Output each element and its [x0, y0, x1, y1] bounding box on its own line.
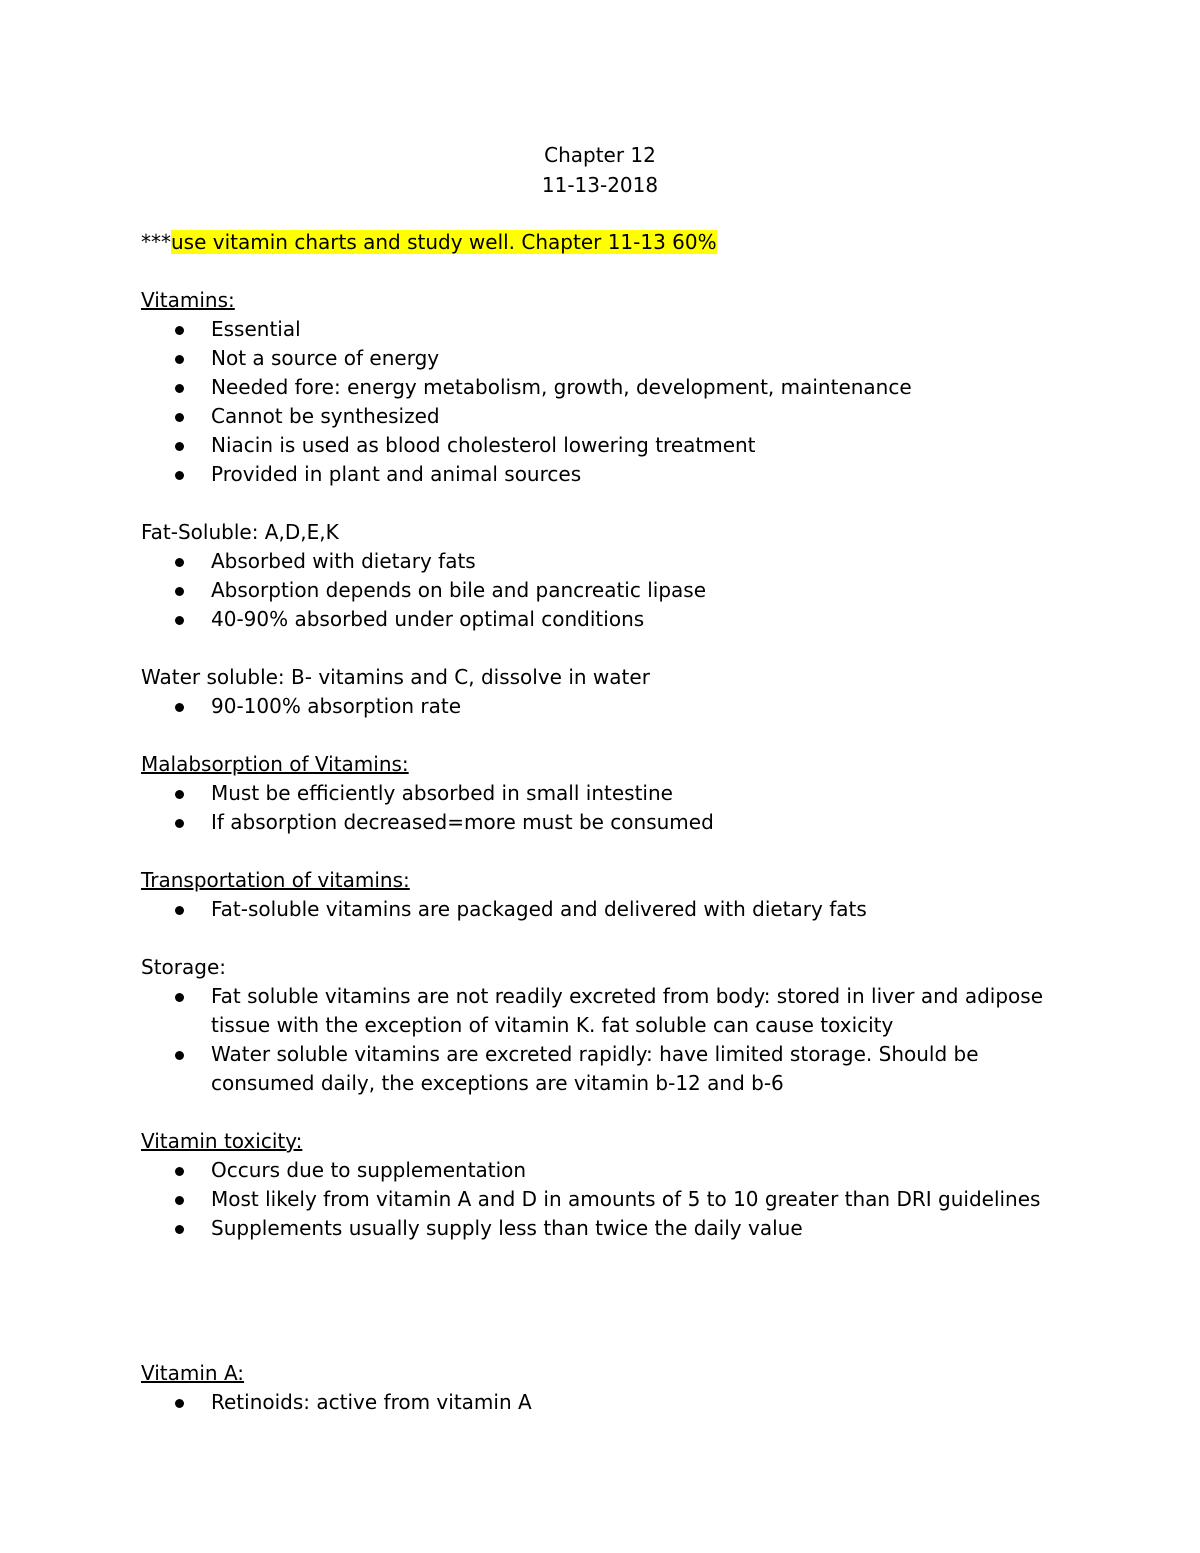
list-item — [141, 1040, 1061, 1098]
list-item-text: 90-100% absorption rate — [211, 694, 462, 718]
bullet-list — [141, 547, 1061, 634]
list-item-text: Provided in plant and animal sources — [211, 462, 582, 486]
bullet-icon — [175, 1167, 184, 1176]
list-item — [141, 1156, 1061, 1185]
section-heading: Vitamins: — [141, 288, 235, 312]
bullet-icon — [175, 616, 184, 625]
section-vitamins — [141, 286, 1061, 489]
bullet-list — [141, 779, 1061, 837]
bullet-icon — [175, 1225, 184, 1234]
list-item-text: Supplements usually supply less than twice the daily value — [211, 1216, 803, 1240]
bullet-list — [141, 1388, 1061, 1417]
section-transportation — [141, 866, 1061, 924]
list-item — [141, 460, 1061, 489]
list-item — [141, 808, 1061, 837]
bullet-list — [141, 692, 1061, 721]
list-item — [141, 576, 1061, 605]
list-item-text: Absorption depends on bile and pancreatic lipase — [211, 578, 706, 602]
list-item — [141, 1388, 1061, 1417]
list-item-text: Cannot be synthesized — [211, 404, 440, 428]
section-heading: Vitamin A: — [141, 1361, 245, 1385]
list-item-text: Niacin is used as blood cholesterol lowering treatment — [211, 433, 756, 457]
list-item — [141, 605, 1061, 634]
list-item-text: 40-90% absorbed under optimal conditions — [211, 607, 645, 631]
study-note — [141, 228, 1061, 257]
bullet-list — [141, 1156, 1061, 1243]
list-item-text: Not a source of energy — [211, 346, 440, 370]
list-item-text: Water soluble vitamins are excreted rapidly: have limited storage. Should be consumed daily, the exceptions are vitamin b-12 and b-6 — [211, 1042, 979, 1095]
section-heading: Storage: — [141, 955, 226, 979]
list-item-text: Absorbed with dietary fats — [211, 549, 476, 573]
section-vitamin-toxicity — [141, 1127, 1061, 1243]
list-item-text: Essential — [211, 317, 301, 341]
bullet-icon — [175, 790, 184, 799]
section-heading: Transportation of vitamins: — [141, 868, 410, 892]
list-item — [141, 344, 1061, 373]
bullet-icon — [175, 1399, 184, 1408]
bullet-icon — [175, 703, 184, 712]
note-prefix: *** — [141, 230, 171, 254]
list-item — [141, 692, 1061, 721]
list-item — [141, 1185, 1061, 1214]
section-heading: Malabsorption of Vitamins: — [141, 752, 409, 776]
list-item — [141, 779, 1061, 808]
bullet-icon — [175, 819, 184, 828]
section-water-soluble — [141, 663, 1061, 721]
blank-space — [141, 1272, 1061, 1359]
list-item-text: Must be efficiently absorbed in small intestine — [211, 781, 673, 805]
bullet-list — [141, 895, 1061, 924]
page-title: Chapter 12 — [544, 143, 656, 167]
bullet-icon — [175, 413, 184, 422]
section-heading: Vitamin toxicity: — [141, 1129, 303, 1153]
section-storage — [141, 953, 1061, 1098]
list-item-text: If absorption decreased=more must be consumed — [211, 810, 714, 834]
bullet-icon — [175, 558, 184, 567]
bullet-icon — [175, 1196, 184, 1205]
document-body — [141, 228, 1061, 1446]
bullet-icon — [175, 355, 184, 364]
list-item — [141, 1214, 1061, 1243]
list-item — [141, 402, 1061, 431]
bullet-icon — [175, 442, 184, 451]
bullet-icon — [175, 384, 184, 393]
list-item — [141, 895, 1061, 924]
bullet-icon — [175, 326, 184, 335]
list-item-text: Occurs due to supplementation — [211, 1158, 527, 1182]
section-heading: Fat-Soluble: A,D,E,K — [141, 520, 339, 544]
list-item-text: Needed fore: energy metabolism, growth, development, maintenance — [211, 375, 912, 399]
page-date: 11-13-2018 — [541, 173, 659, 197]
bullet-icon — [175, 587, 184, 596]
section-vitamin-a — [141, 1359, 1061, 1417]
section-malabsorption — [141, 750, 1061, 837]
section-fat-soluble — [141, 518, 1061, 634]
list-item-text: Fat-soluble vitamins are packaged and delivered with dietary fats — [211, 897, 867, 921]
list-item-text: Most likely from vitamin A and D in amounts of 5 to 10 greater than DRI guidelines — [211, 1187, 1041, 1211]
bullet-icon — [175, 993, 184, 1002]
list-item — [141, 373, 1061, 402]
list-item — [141, 431, 1061, 460]
title-block — [0, 140, 1200, 200]
bullet-list — [141, 315, 1061, 489]
bullet-icon — [175, 471, 184, 480]
list-item — [141, 315, 1061, 344]
bullet-icon — [175, 1051, 184, 1060]
note-highlight: use vitamin charts and study well. Chapter 11-13 60% — [171, 230, 717, 254]
list-item-text: Retinoids: active from vitamin A — [211, 1390, 532, 1414]
list-item-text: Fat soluble vitamins are not readily excreted from body: stored in liver and adipose tissue with the exception of vitamin K. fat soluble can cause toxicity — [211, 984, 1044, 1037]
bullet-icon — [175, 906, 184, 915]
section-heading: Water soluble: B- vitamins and C, dissolve in water — [141, 665, 650, 689]
list-item — [141, 547, 1061, 576]
list-item — [141, 982, 1061, 1040]
bullet-list — [141, 982, 1061, 1098]
